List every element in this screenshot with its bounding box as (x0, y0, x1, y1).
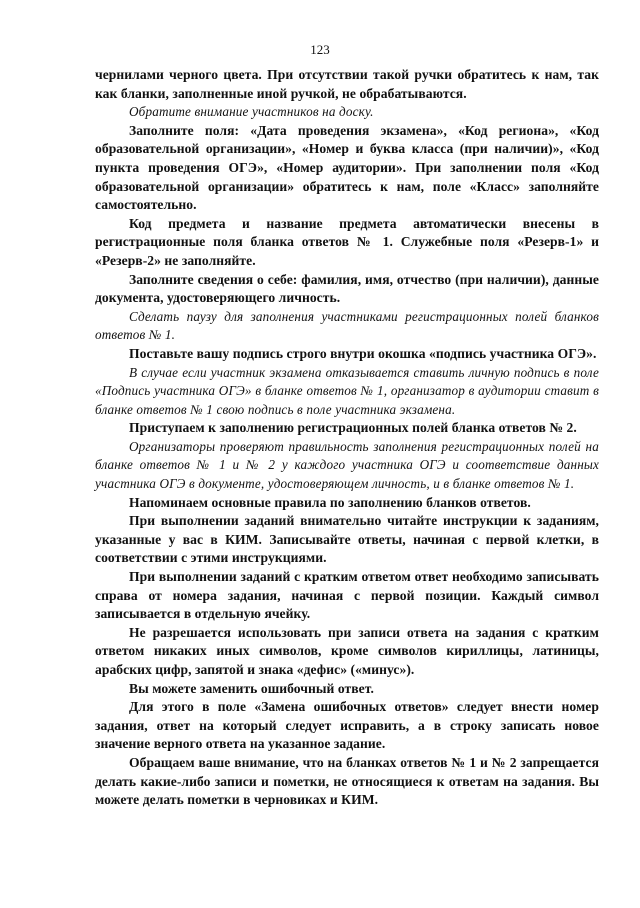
instruction-paragraph: Не разрешается использовать при записи ответа на задания с кратким ответом никаких иных символов, кроме символов кириллицы, латиницы, арабских цифр, запятой и знака «дефис» («минус»). (95, 624, 599, 677)
instruction-paragraph: Код предмета и название предмета автоматически внесены в регистрационные поля бланка ответов № 1. Служебные поля «Резерв-1» и «Резерв-2» не заполняйте. (95, 215, 599, 268)
organizer-note: Организаторы проверяют правильность заполнения регистрационных полей на бланке ответов № 1 и № 2 у каждого участника ОГЭ и соответствие данных участника ОГЭ в документе, удостоверяющем личность, и в бланке ответов № 1. (95, 438, 599, 492)
instruction-paragraph: Обращаем ваше внимание, что на бланках ответов № 1 и № 2 запрещается делать какие-либо записи и пометки, не относящиеся к ответам на задания. Вы можете делать пометки в черновиках и КИМ. (95, 754, 599, 808)
instruction-paragraph: Вы можете заменить ошибочный ответ. (129, 680, 374, 696)
organizer-note: В случае если участник экзамена отказывается ставить личную подпись в поле «Подпись участника ОГЭ» в бланке ответов № 1, организатор в аудитории ставит в бланке ответов № 1 свою подпись в поле участника экзамена. (95, 364, 599, 417)
page-number: 123 (310, 42, 330, 57)
paragraph-continuation: чернилами черного цвета. При отсутствии такой ручки обратитесь к нам, так как бланки, заполненные иной ручкой, не обрабатываются. (95, 67, 599, 101)
instruction-paragraph: Приступаем к заполнению регистрационных полей бланка ответов № 2. (129, 420, 577, 436)
instruction-paragraph: Поставьте вашу подпись строго внутри окошка «подпись участника ОГЭ». (129, 345, 597, 361)
organizer-note: Обратите внимание участников на доску. (129, 104, 374, 120)
instruction-paragraph: Заполните сведения о себе: фамилия, имя, отчество (при наличии), данные документа, удостоверяющего личность. (95, 271, 599, 306)
instruction-paragraph: Заполните поля: «Дата проведения экзамена», «Код региона», «Код образовательной организации», «Номер и буква класса (при наличии)», «Код пункта проведения ОГЭ», «Номер аудитории». При заполнении поля «Код образовательной организации» обратитесь к нам, поле «Класс» заполняйте самостоятельно. (95, 122, 599, 213)
instruction-paragraph: При выполнении заданий с кратким ответом ответ необходимо записывать справа от номера задания, начиная с первой позиции. Каждый символ записывается в отдельную ячейку. (95, 569, 599, 622)
instruction-paragraph: При выполнении заданий внимательно читайте инструкции к заданиям, указанные у вас в КИМ. Записывайте ответы, начиная с первой клетки, в соответствии с этими инструкциями. (95, 513, 599, 566)
organizer-note: Сделать паузу для заполнения участниками регистрационных полей бланков ответов № 1. (95, 308, 599, 343)
instruction-paragraph: Напоминаем основные правила по заполнению бланков ответов. (129, 494, 531, 510)
page-body (95, 66, 599, 810)
instruction-paragraph: Для этого в поле «Замена ошибочных ответов» следует внести номер задания, ответ на который следует исправить, а в строку записать новое значение верного ответа на указанное задание. (95, 699, 599, 752)
